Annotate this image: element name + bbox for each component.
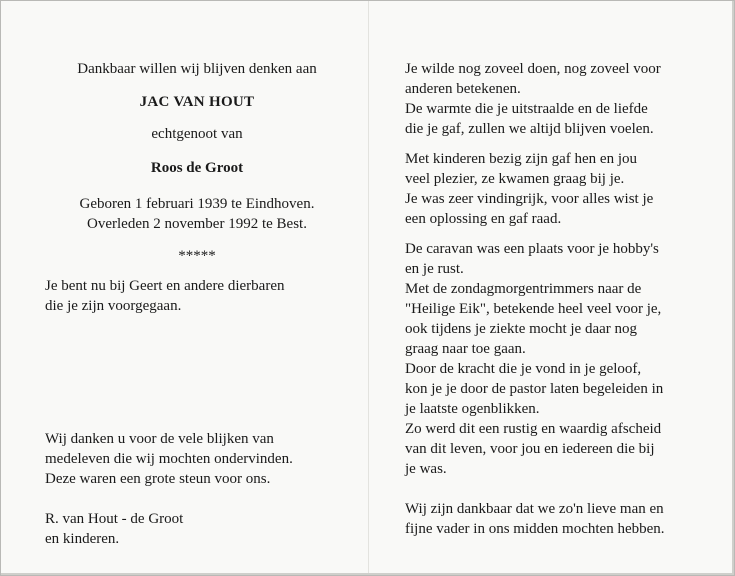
text-line: Wij zijn dankbaar dat we zo'n lieve man en <box>405 501 664 517</box>
text-line: Je wilde nog zoveel doen, nog zoveel voor <box>405 61 661 77</box>
text-line: ook tijdens je ziekte mocht je daar nog <box>405 321 638 337</box>
text-line: De caravan was een plaats voor je hobby's <box>405 241 659 257</box>
verse-line: Je bent nu bij Geert en andere dierbaren <box>45 278 285 294</box>
separator-stars: ***** <box>178 248 216 264</box>
death-line: Overleden 2 november 1992 te Best. <box>87 216 307 232</box>
card-fold-line <box>368 1 369 575</box>
thanks-line: Deze waren een grote steun voor ons. <box>45 471 271 487</box>
spouse-name: Roos de Groot <box>150 160 244 176</box>
text-line: veel plezier, ze kwamen graag bij je. <box>405 171 625 187</box>
text-line: je laatste ogenblikken. <box>405 401 540 417</box>
paragraph <box>405 279 695 359</box>
signature-line: en kinderen. <box>45 531 120 547</box>
text-line: De warmte die je uitstraalde en de liefde <box>405 101 648 117</box>
paragraph <box>405 189 695 229</box>
card-edge-right <box>732 1 734 575</box>
text-line: graag naar toe gaan. <box>405 341 526 357</box>
paragraph <box>405 99 695 139</box>
signature-block <box>45 509 349 549</box>
birth-line: Geboren 1 februari 1939 te Eindhoven. <box>79 196 315 212</box>
text-line: van dit leven, voor jou en iedereen die bij <box>405 441 655 457</box>
paragraph <box>405 419 695 479</box>
text-line: Met kinderen bezig zijn gaf hen en jou <box>405 151 638 167</box>
paragraph <box>405 499 695 539</box>
deceased-name: JAC VAN HOUT <box>139 94 255 110</box>
text-line: en je rust. <box>405 261 464 277</box>
text-line: Zo werd dit een rustig en waardig afscheid <box>405 421 662 437</box>
verse-block <box>45 276 349 316</box>
text-line: een oplossing en gaf raad. <box>405 211 562 227</box>
text-line: Je was zeer vindingrijk, voor alles wist je <box>405 191 654 207</box>
thanks-line: Wij danken u voor de vele blijken van <box>45 431 274 447</box>
text-line: je was. <box>405 461 447 477</box>
intro-text: Dankbaar willen wij blijven denken aan <box>77 61 317 77</box>
text-line: die je gaf, zullen we altijd blijven voelen. <box>405 121 654 137</box>
relation-text: echtgenoot van <box>151 126 243 142</box>
signature-line: R. van Hout - de Groot <box>45 511 184 527</box>
right-page <box>405 59 695 539</box>
thanks-block <box>45 429 349 489</box>
verse-line: die je zijn voorgegaan. <box>45 298 182 314</box>
paragraph <box>405 149 695 189</box>
text-line: Met de zondagmorgentrimmers naar de <box>405 281 642 297</box>
paragraph <box>405 359 695 419</box>
text-line: fijne vader in ons midden mochten hebben. <box>405 521 665 537</box>
card-edge-bottom <box>1 573 734 575</box>
text-line: kon je je door de pastor laten begeleiden in <box>405 381 664 397</box>
paragraph <box>405 239 695 279</box>
left-page <box>45 59 349 549</box>
text-line: anderen betekenen. <box>405 81 521 97</box>
paragraph <box>405 59 695 99</box>
thanks-line: medeleven die wij mochten ondervinden. <box>45 451 293 467</box>
text-line: "Heilige Eik", betekende heel veel voor je, <box>405 301 662 317</box>
text-line: Door de kracht die je vond in je geloof, <box>405 361 642 377</box>
